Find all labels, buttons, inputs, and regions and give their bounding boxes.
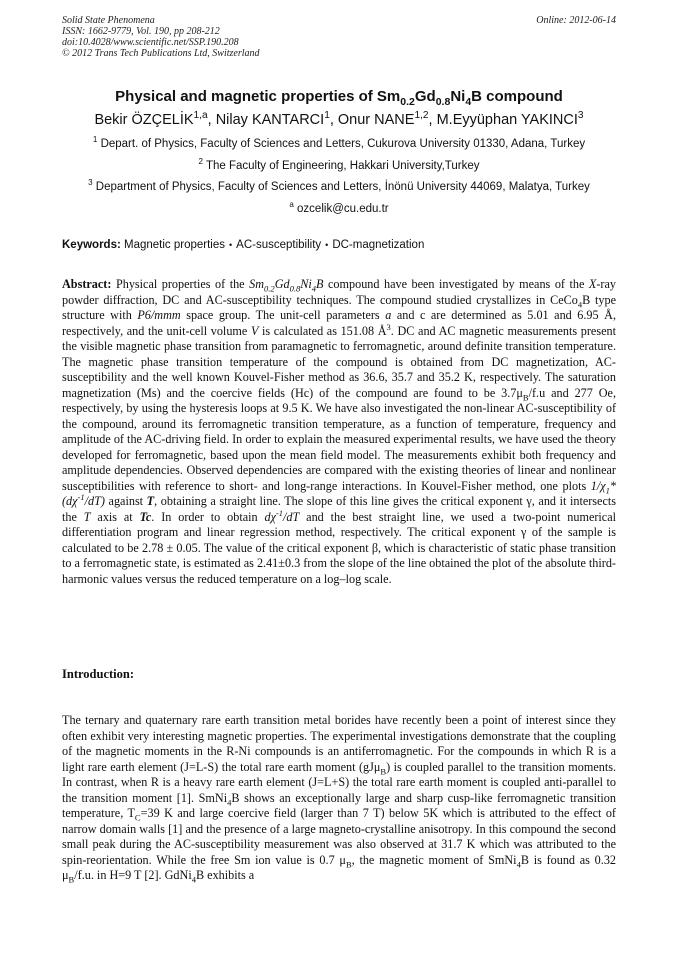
author: Nilay KANTARCI$^1$,	[215, 110, 338, 128]
abstract-label: Abstract:	[62, 277, 112, 291]
author: Bekir ÖZÇELİK$^{1,a}$,	[94, 110, 216, 128]
introduction-heading: Introduction:	[62, 667, 135, 681]
abstract: Abstract: Physical properties of the $Sm_{0.2}Gd_{0.8}Ni_4B$ compound have been investigated by means of the X-ray powder diffraction, DC and AC-susceptibility techniques. The compound studied crystallizes in CeCo$_4$B type structure with P6/mmm space group. The unit-cell parameters a and c are determined as 5.01 and 6.95 Å, respectively, and the unit-cell volume V is calculated as 151.08 $Å^3$. DC and AC magnetic measurements present the visible magnetic phase transition from paramagnetic to ferromagnetic, around definite transition temperature. The magnetic phase transition temperature of the compound is obtained from DC magnetization, AC-susceptibility and the well known Kouvel-Fisher method as 36.6, 35.7 and 35.2 K, respectively. The saturation magnetization (Ms) and the coercive fields (Hc) of the compound are found to be $3.7\mu_B/f.u$ and 277 Oe, respectively, by using the hysteresis loops at 9.5 K. We have also investigated the non-linear AC-susceptibility of the compound, around its ferromagnetic transition temperature, as a function of temperature, frequency and amplitude of the AC-driving field. In order to explain the measured experimental results, we have used the theory developed for ferromagnetic, based upon the mean field model. The measurements exhibit both frequency and amplitude dependencies. Observed dependencies are compared with the existing theories of linear and nonlinear susceptibilities with reference to short- and long-range interactions. In Kouvel-Fisher method, one plots $1/\chi_1*(d\chi^{-1}/dT)$ against T, obtaining a straight line. The slope of this line gives the critical exponent γ, and it intersects the T axis at Tc. In order to obtain $d\chi^{-1}/dT$ and the best straight line, we used a two-point numerical differentiation program and linear regression method, respectively. The critical exponent γ of the sample is calculated to be 2.78 ± 0.05. The value of the critical exponent β, which is characteristic of static phase transition to a ferromagnetic state, is estimated as 2.41±0.3 from the slope of the line obtained the plot of the absolute third-harmonic values versus the reduced temperature on a log–log scale.	[62, 277, 617, 586]
keyword: Magnetic properties	[124, 239, 225, 251]
keywords-label: Keywords:	[62, 239, 121, 251]
introduction-paragraph: The ternary and quaternary rare earth transition metal borides have recently been a point of interest since they often exhibit very interesting magnetic properties. The experimental investigations demonstrate that the coupling of the magnetic moments in the R-Ni compounds is an antiferromagnetic. For the compounds in which R is a light rare earth element (J=L-S) the total rare earth moment (gJμ$_B$) is coupled parallel to the transition moments. In contrast, when R is a heavy rare earth element (J=L+S) the total rare earth moment is coupled anti-parallel to the transition moment [1]. SmNi$_4$B shows an exceptionally large and sharp cusp-like ferromagnetic transition temperature, $T_C=39$ K and large coercive field (larger than 7 T) below 5K which is attributed to the effect of narrow domain walls [1] and the presence of a large magneto-crystalline anisotropy. In this compound the second small peak during the AC-susceptibility measurement was also observed at 31.7 K which was attributed to the spin-reorientation. While the free Sm ion value is 0.7 $\mu_B$, the magnetic moment of SmNi$_4$B is found as 0.32 $\mu_B/f.u$. in H=9 T [2]. GdNi$_4$B exhibits a	[62, 713, 616, 885]
online-date: Online: 2012-06-14	[536, 15, 616, 26]
affiliation-2: $^2$ The Faculty of Engineering, Hakkari University,Turkey	[198, 157, 480, 172]
affiliation-1: $^1$ Depart. of Physics, Faculty of Sciences and Letters, Cukurova University 01330, Adana, Turkey	[92, 135, 586, 150]
paper-title: Physical and magnetic properties of $Sm_{0.2}Gd_{0.8}Ni_4B$ compound	[115, 88, 563, 108]
copyright-line: © 2012 Trans Tech Publications Ltd, Switzerland	[62, 48, 260, 59]
corresponding-email[interactable]: $^a$ ozcelik@cu.edu.tr	[289, 200, 389, 215]
doi-line[interactable]: doi:10.4028/www.scientific.net/SSP.190.208	[62, 37, 239, 48]
issn-line: ISSN: 1662-9779, Vol. 190, pp 208-212	[62, 26, 220, 37]
author-list	[0, 112, 678, 128]
author: M.Eyyüphan YAKINCI$^3$	[436, 110, 584, 128]
keyword: DC-magnetization	[332, 239, 425, 251]
journal-name: Solid State Phenomena	[62, 15, 155, 26]
affiliation-3: $^3$ Department of Physics, Faculty of Sciences and Letters, İnönü University 44069, Malatya, Turkey	[88, 178, 590, 193]
keyword: AC-susceptibility	[236, 239, 322, 251]
author: Onur NANE$^{1,2}$,	[337, 110, 437, 128]
journal-header	[62, 15, 616, 59]
bullet-separator: •	[229, 240, 233, 250]
keywords	[62, 239, 616, 251]
bullet-separator: •	[325, 240, 329, 250]
